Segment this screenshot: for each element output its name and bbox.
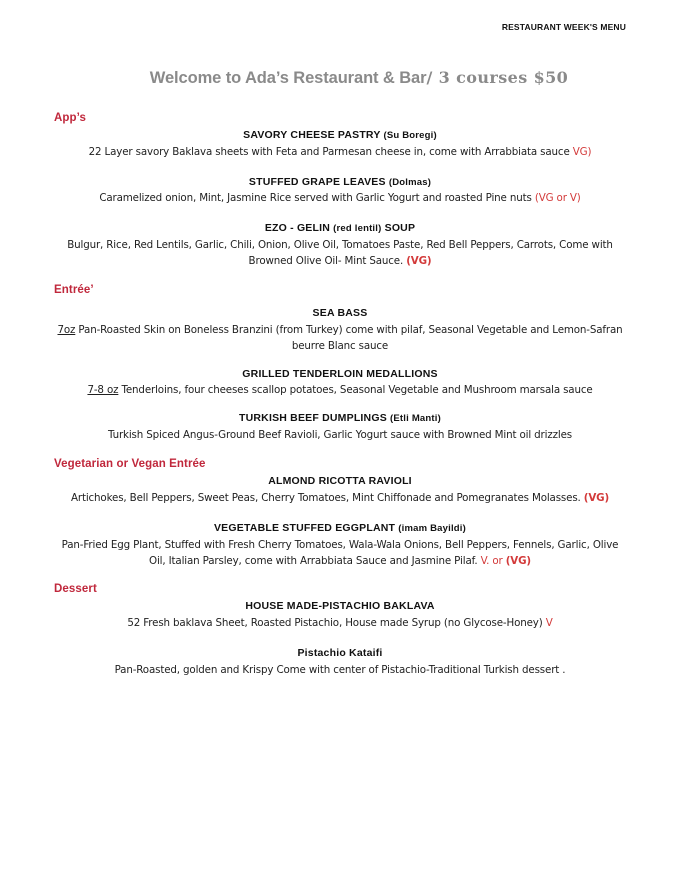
dish-description (50, 491, 630, 507)
diet-tag: VG) (572, 145, 592, 158)
dish-native-name: (imam Bayildi) (398, 522, 467, 534)
dish-name-text: HOUSE MADE-PISTACHIO BAKLAVA (245, 600, 435, 613)
dish-name-text: ALMOND RICOTTA RAVIOLI (268, 475, 412, 488)
dish-description-text: Bulgur, Rice, Red Lentils, Garlic, Chili, Onion, Olive Oil, Tomatoes Paste, Red Bell Peppers, Carrots, Come with Browned Olive Oil- Mint Sauce. (67, 239, 613, 268)
dish-description-text: Pan-Roasted Skin on Boneless Branzini (from Turkey) come with pilaf, Seasonal Vegetable and Lemon-Safran beurre Blanc sauce (75, 323, 623, 352)
diet-tag: V (545, 617, 553, 630)
dish-name (50, 411, 630, 427)
dish-description-text: Artichokes, Bell Peppers, Sweet Peas, Cherry Tomatoes, Mint Chiffonade and Pomegranates Molasses. (70, 491, 584, 504)
section-heading-dessert: Dessert (54, 583, 97, 596)
dish-name (50, 306, 630, 322)
dish-item (50, 521, 630, 570)
dish-name (50, 175, 630, 191)
dish-description (50, 145, 630, 161)
dish-name-text: GRILLED TENDERLOIN MEDALLIONS (242, 367, 438, 380)
dish-name (50, 599, 630, 615)
page-title (50, 68, 630, 88)
dish-native-name: (Etli Manti) (390, 413, 441, 425)
dish-description (50, 538, 630, 570)
dish-item (50, 221, 630, 270)
section-heading-entree: Entrée’ (54, 284, 94, 297)
dish-description-text: 52 Fresh baklava Sheet, Roasted Pistachio, House made Syrup (no Glycose-Honey) (127, 617, 546, 630)
dish-description (50, 191, 630, 207)
diet-tag: (VG) (406, 255, 432, 268)
dish-item (50, 599, 630, 632)
dish-name-suffix: SOUP (384, 222, 416, 235)
portion-size: 7oz (57, 323, 76, 336)
dish-name (50, 367, 630, 383)
dish-native-name: (red lentil) (333, 223, 382, 235)
dish-name (50, 646, 630, 662)
dish-native-name: (Su Boregi) (383, 130, 437, 141)
dish-native-name: (Dolmas) (388, 176, 432, 188)
dish-name-text: STUFFED GRAPE LEAVES (248, 175, 386, 188)
dish-item (50, 175, 630, 208)
section-heading-apps: App’s (54, 112, 87, 124)
dish-description (50, 323, 630, 355)
portion-size: 7-8 oz (87, 384, 119, 397)
dish-name (50, 221, 630, 237)
dish-name-text: SEA BASS (312, 307, 368, 320)
dish-item (50, 646, 630, 679)
dish-name (50, 474, 630, 490)
dish-description-text: Turkish Spiced Angus-Ground Beef Ravioli, Garlic Yogurt sauce with Browned Mint oil drizzles (108, 429, 572, 442)
dish-description-text: Tenderloins, four cheeses scallop potatoes, Seasonal Vegetable and Mushroom marsala sauce (118, 384, 593, 397)
dish-description-text: Pan-Fried Egg Plant, Stuffed with Fresh Cherry Tomatoes, Wala-Wala Onions, Bell Peppers, Fennels, Garlic, Olive Oil, Italian Parsley, come with Arrabbiata Sauce and Jasmine Pilaf. (61, 538, 619, 567)
dish-name-text: SAVORY CHEESE PASTRY (243, 129, 381, 141)
page-title-price: / 3 courses $50 (426, 68, 569, 87)
dish-description-text: Pan-Roasted, golden and Krispy Come with center of Pistachio-Traditional Turkish dessert . (114, 663, 566, 676)
dish-description (50, 428, 630, 444)
dish-name-text: VEGETABLE STUFFED EGGPLANT (213, 521, 396, 534)
section-heading-vegetarian: Vegetarian or Vegan Entrée (54, 458, 206, 471)
dish-description-text: Caramelized onion, Mint, Jasmine Rice served with Garlic Yogurt and roasted Pine nuts (99, 192, 535, 205)
page-title-main: Welcome to Ada’s Restaurant & Bar (149, 69, 427, 87)
dish-name-text: Pistachio Kataifi (297, 647, 383, 660)
dish-item (50, 367, 630, 400)
dish-item (50, 306, 630, 355)
dish-name-text: EZO - GELIN (264, 222, 331, 235)
diet-tag-alt: V. or (480, 554, 506, 567)
diet-tag: (VG or V) (534, 192, 581, 205)
dish-description (50, 663, 630, 679)
dish-item (50, 474, 630, 507)
dish-description (50, 383, 630, 399)
running-header: RESTAURANT WEEK'S MENU (501, 22, 626, 32)
dish-name-text: TURKISH BEEF DUMPLINGS (239, 412, 387, 425)
dish-item (50, 411, 630, 444)
dish-description (50, 238, 630, 270)
dish-description (50, 616, 630, 632)
dish-name (50, 128, 630, 144)
diet-tag: (VG) (505, 554, 531, 567)
diet-tag: (VG) (583, 491, 610, 504)
dish-description-text: 22 Layer savory Baklava sheets with Feta and Parmesan cheese in, come with Arrabbiata sauce (88, 145, 573, 158)
dish-name (50, 521, 630, 537)
dish-item (50, 128, 630, 161)
